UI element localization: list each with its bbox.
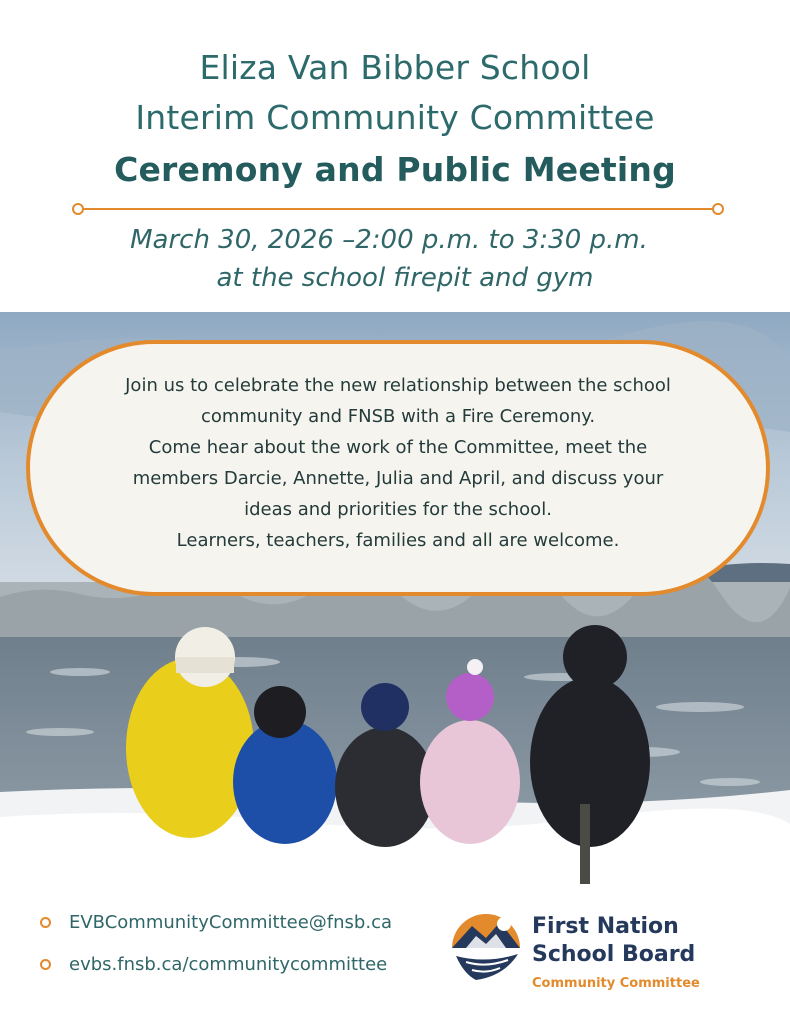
logo-org-line3: Community Committee bbox=[532, 976, 700, 991]
header-divider bbox=[72, 203, 724, 215]
announcement-line: ideas and priorities for the school. bbox=[244, 499, 552, 520]
website-contact[interactable] bbox=[40, 954, 387, 975]
school-name: Eliza Van Bibber School bbox=[199, 48, 591, 87]
announcement-line: members Darcie, Annette, Julia and April, and discuss your bbox=[132, 468, 664, 489]
logo-org-line2: School Board bbox=[532, 942, 696, 967]
bullet-ring-icon bbox=[40, 959, 51, 970]
website-link[interactable]: evbs.fnsb.ca/communitycommittee bbox=[69, 954, 388, 975]
fnsb-emblem-icon bbox=[446, 904, 526, 994]
logo-org-line1: First Nation bbox=[532, 914, 679, 939]
announcement-line: Come hear about the work of the Committee, meet the bbox=[148, 437, 648, 458]
email-link[interactable]: EVBCommunityCommittee@fnsb.ca bbox=[69, 912, 393, 933]
fnsb-logo bbox=[446, 904, 746, 1004]
announcement-line: community and FNSB with a Fire Ceremony. bbox=[200, 406, 596, 427]
announcement-line: Join us to celebrate the new relationship between the school bbox=[125, 375, 671, 396]
event-title: Ceremony and Public Meeting bbox=[114, 150, 676, 189]
poster-header bbox=[0, 0, 790, 312]
event-date: March 30, 2026 –2:00 p.m. to 3:30 p.m. bbox=[130, 225, 648, 255]
divider-dot-left-icon bbox=[72, 203, 84, 215]
announcement-line: Learners, teachers, families and all are welcome. bbox=[176, 530, 620, 551]
poster-footer bbox=[0, 886, 790, 1024]
event-location: at the school firepit and gym bbox=[216, 263, 594, 293]
bullet-ring-icon bbox=[40, 917, 51, 928]
divider-dot-right-icon bbox=[712, 203, 724, 215]
email-contact[interactable] bbox=[40, 912, 392, 933]
announcement-bubble bbox=[26, 340, 770, 596]
committee-name: Interim Community Committee bbox=[135, 98, 655, 137]
